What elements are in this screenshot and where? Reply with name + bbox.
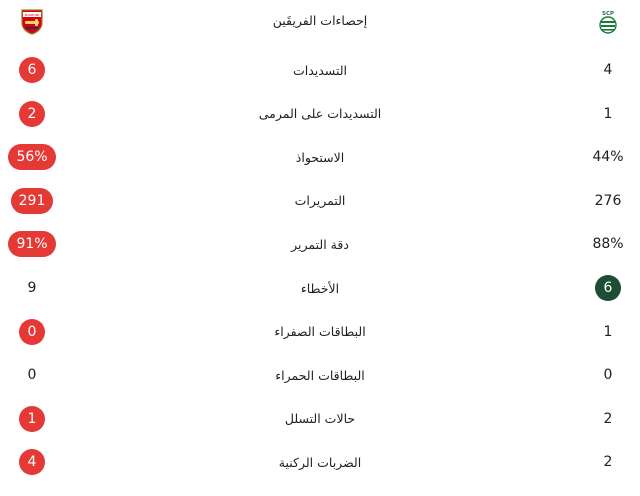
home-stat-cell [8,319,56,345]
away-stat-value: 1 [603,105,613,122]
away-stat-value: 0 [603,367,613,384]
away-stat-cell [584,106,632,122]
page-title: إحصاءات الفريقَين [272,13,368,28]
arsenal-crest-icon[interactable] [17,7,47,37]
stat-label: التسديدات على المرمى [258,106,382,122]
home-stat-badge: 56% [8,144,55,170]
home-stat-value: 9 [27,280,37,296]
away-stat-cell [584,62,632,78]
stat-row [0,440,640,484]
stat-row [0,266,640,310]
away-stat-value: 44% [592,149,624,166]
home-stat-cell [8,449,56,475]
stat-label: دقة التمرير [291,236,349,252]
stat-label: الأخطاء [300,280,340,296]
header-row [0,0,640,44]
home-stat-badge: 1 [19,406,45,432]
away-stat-cell [584,193,632,209]
stat-row [0,397,640,441]
home-stat-value: 0 [27,367,37,384]
away-stat-cell [584,411,632,427]
stat-label: الاستحواذ [295,149,345,165]
stat-label: الضربات الركنية [278,454,362,470]
sporting-crest-icon[interactable] [593,7,623,37]
home-stat-badge: 0 [19,319,45,345]
away-stat-cell [584,275,632,301]
home-stat-badge: 6 [19,57,45,83]
sporting-crest-text: SCP [601,11,615,17]
home-stat-cell [8,406,56,432]
home-stat-badge: 91% [8,231,55,257]
home-stat-cell [8,367,56,383]
home-stat-cell [8,101,56,127]
stat-row [0,353,640,397]
stat-row [0,179,640,223]
stat-row [0,222,640,266]
home-stat-cell [8,280,56,296]
away-stat-value: 2 [603,454,613,471]
stat-row [0,48,640,92]
home-stat-cell [8,188,56,214]
stat-label: التمريرات [294,193,346,209]
stat-row [0,135,640,179]
home-team-logo-cell [8,7,56,37]
away-team-logo-cell [584,7,632,37]
stat-label: البطاقات الحمراء [275,367,365,383]
away-stat-value: 4 [603,62,613,78]
home-stat-cell [8,144,56,170]
away-stat-value: 276 [594,192,622,209]
stat-label: حالات التسلل [284,411,356,427]
away-stat-value: 2 [603,410,613,427]
away-stat-cell [584,367,632,383]
stat-label: التسديدات [292,62,348,78]
away-stat-cell [584,324,632,340]
stat-row [0,310,640,354]
home-stat-badge: 4 [19,449,45,475]
away-stat-cell [584,454,632,470]
stat-row [0,92,640,136]
away-stat-cell [584,149,632,165]
away-stat-badge: 6 [595,275,621,301]
stat-label: البطاقات الصفراء [274,324,366,340]
home-stat-cell [8,57,56,83]
away-stat-value: 1 [603,323,613,340]
home-stat-badge: 2 [19,101,45,127]
home-stat-cell [8,231,56,257]
home-stat-badge: 291 [11,188,54,214]
away-stat-cell [584,236,632,252]
arsenal-crest-text: Arsenal [24,12,40,18]
away-stat-value: 88% [592,236,624,253]
